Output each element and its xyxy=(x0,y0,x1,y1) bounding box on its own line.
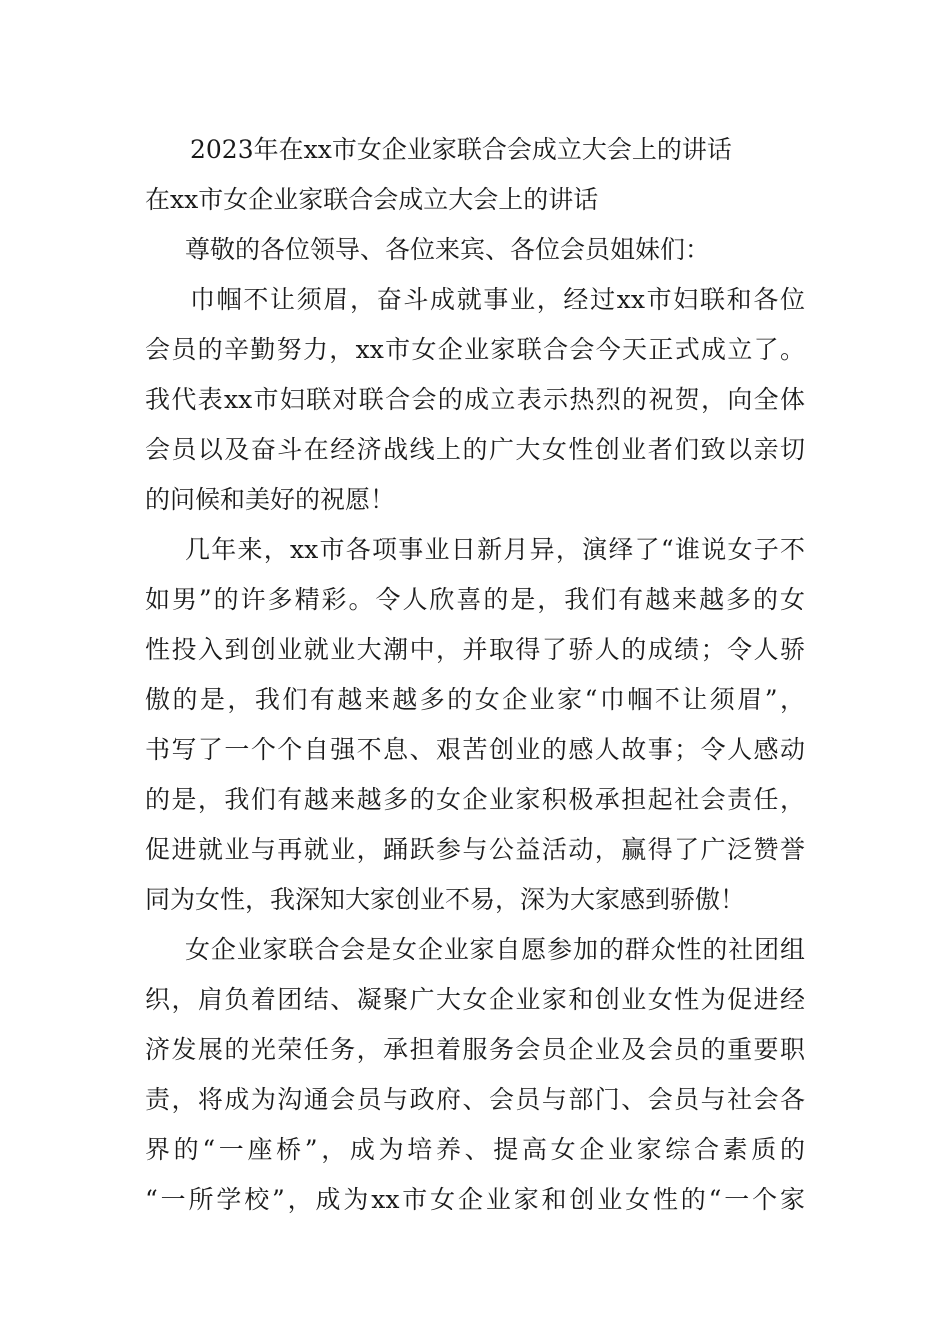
salutation: 尊敬的各位领导、各位来宾、各位会员姐妹们： xyxy=(185,235,711,264)
body-line: 的是，我们有越来越多的女企业家积极承担起社会责任， xyxy=(145,785,805,814)
body-line: 我代表xx市妇联对联合会的成立表示热烈的祝贺，向全体 xyxy=(145,385,805,414)
body-line: 促进就业与再就业，踊跃参与公益活动，赢得了广泛赞誉 xyxy=(145,835,805,864)
body-line: 如男”的许多精彩。令人欣喜的是，我们有越来越多的女 xyxy=(145,585,805,614)
document-subtitle: 在xx市女企业家联合会成立大会上的讲话 xyxy=(145,185,599,214)
body-line: 巾帼不让须眉，奋斗成就事业，经过xx市妇联和各位 xyxy=(190,285,805,314)
body-line: 女企业家联合会是女企业家自愿参加的群众性的社团组 xyxy=(185,935,805,964)
body-line: 书写了一个个自强不息、艰苦创业的感人故事；令人感动 xyxy=(145,735,805,764)
body-line: 的问候和美好的祝愿！ xyxy=(145,485,396,514)
body-line: “一所学校”，成为xx市女企业家和创业女性的“一个家 xyxy=(145,1185,805,1214)
body-line: 性投入到创业就业大潮中，并取得了骄人的成绩；令人骄 xyxy=(145,635,805,664)
document-title: 2023年在xx市女企业家联合会成立大会上的讲话 xyxy=(190,135,732,164)
body-line: 会员以及奋斗在经济战线上的广大女性创业者们致以亲切 xyxy=(145,435,805,464)
body-line: 责，将成为沟通会员与政府、会员与部门、会员与社会各 xyxy=(145,1085,805,1114)
body-line: 几年来，xx市各项事业日新月异，演绎了“谁说女子不 xyxy=(185,535,805,564)
body-line: 会员的辛勤努力，xx市女企业家联合会今天正式成立了。 xyxy=(145,335,805,364)
body-line: 界的“一座桥”，成为培养、提高女企业家综合素质的 xyxy=(145,1135,805,1164)
body-line: 济发展的光荣任务，承担着服务会员企业及会员的重要职 xyxy=(145,1035,805,1064)
body-line: 同为女性，我深知大家创业不易，深为大家感到骄傲！ xyxy=(145,885,746,914)
body-line: 傲的是，我们有越来越多的女企业家“巾帼不让须眉”， xyxy=(145,685,805,714)
body-line: 织，肩负着团结、凝聚广大女企业家和创业女性为促进经 xyxy=(145,985,805,1014)
